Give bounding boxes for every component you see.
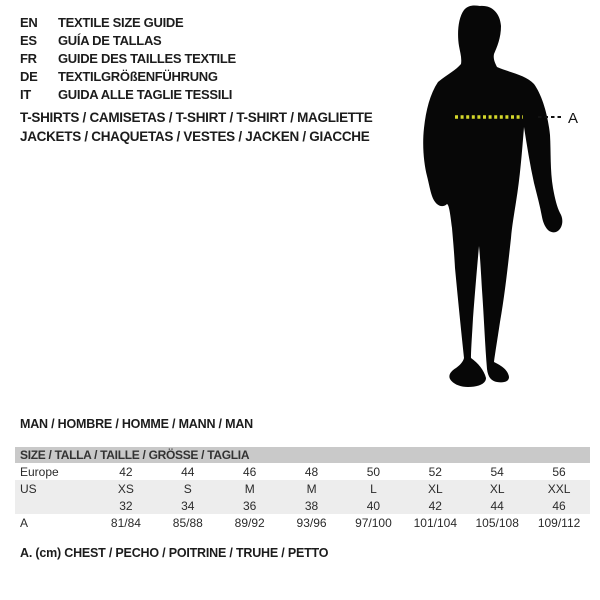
language-code: EN [20, 15, 38, 30]
size-cell: 50 [366, 464, 381, 479]
section-title: MAN / HOMBRE / HOMME / MANN / MAN [20, 417, 253, 431]
size-cell: 40 [343, 497, 405, 514]
size-table-row-us [15, 480, 590, 497]
size-cell: 109/112 [537, 515, 581, 530]
size-cell: 42 [119, 464, 133, 479]
size-cell: 44 [466, 497, 528, 514]
size-cell: 46 [243, 464, 257, 479]
size-table-header: SIZE / TALLA / TAILLE / GRÖSSE / TAGLIA [15, 447, 590, 463]
language-label: GUIDA ALLE TAGLIE TESSILI [58, 87, 233, 102]
size-table-wrap [15, 447, 590, 531]
language-label: GUÍA DE TALLAS [58, 33, 162, 48]
measure-label-a: A [568, 110, 579, 127]
size-table [15, 447, 590, 531]
size-cell: 46 [528, 497, 590, 514]
size-cell: 89/92 [234, 515, 265, 530]
row-label: US [15, 480, 95, 497]
language-row-es [20, 32, 236, 50]
man-silhouette-svg [398, 0, 600, 420]
row-label: A [20, 515, 29, 530]
size-cell: 81/84 [110, 515, 141, 530]
size-cell: 54 [490, 464, 504, 479]
size-table-row-europe [15, 463, 590, 480]
size-cell: 36 [219, 497, 281, 514]
size-cell: 38 [281, 497, 343, 514]
row-label: Europe [20, 464, 59, 479]
size-cell: XL [466, 480, 528, 497]
size-table-row-a [15, 514, 590, 531]
measurement-footnote: A. (cm) CHEST / PECHO / POITRINE / TRUHE / PETTO [20, 546, 329, 560]
language-list [20, 14, 236, 104]
language-row-fr [20, 50, 236, 68]
size-cell: S [157, 480, 219, 497]
size-cell: L [343, 480, 405, 497]
category-line: JACKETS / CHAQUETAS / VESTES / JACKEN / GIACCHE [20, 129, 370, 144]
language-row-it [20, 86, 236, 104]
language-code: FR [20, 51, 37, 66]
size-cell: 42 [404, 497, 466, 514]
language-row-en [20, 14, 236, 32]
size-cell: 48 [304, 464, 319, 479]
language-label: GUIDE DES TAILLES TEXTILE [58, 51, 236, 66]
size-cell: 97/100 [355, 515, 392, 530]
size-cell: XXL [528, 480, 590, 497]
category-lines [20, 108, 372, 146]
language-label: TEXTILE SIZE GUIDE [58, 15, 184, 30]
row-label [15, 497, 95, 514]
language-code: ES [20, 33, 37, 48]
size-cell: 44 [181, 464, 195, 479]
size-cell: M [281, 480, 343, 497]
size-cell: 32 [95, 497, 157, 514]
size-cell: 101/104 [413, 515, 457, 530]
size-cell: 52 [428, 464, 442, 479]
language-label: TEXTILGRÖßENFÜHRUNG [58, 69, 218, 84]
size-cell: 93/96 [296, 515, 327, 530]
man-silhouette-figure [398, 0, 600, 420]
size-cell: XS [95, 480, 157, 497]
language-code: IT [20, 87, 31, 102]
language-code: DE [20, 69, 38, 84]
size-cell: XL [404, 480, 466, 497]
size-cell: 56 [552, 464, 566, 479]
man-silhouette-path [423, 5, 562, 387]
language-row-de [20, 68, 236, 86]
size-table-row-sizes [15, 497, 590, 514]
category-line: T-SHIRTS / CAMISETAS / T-SHIRT / T-SHIRT / MAGLIETTE [20, 110, 373, 125]
size-table-header-row [15, 447, 590, 463]
size-cell: 105/108 [475, 515, 519, 530]
size-cell: 85/88 [172, 515, 203, 530]
size-cell: 34 [157, 497, 219, 514]
size-cell: M [219, 480, 281, 497]
